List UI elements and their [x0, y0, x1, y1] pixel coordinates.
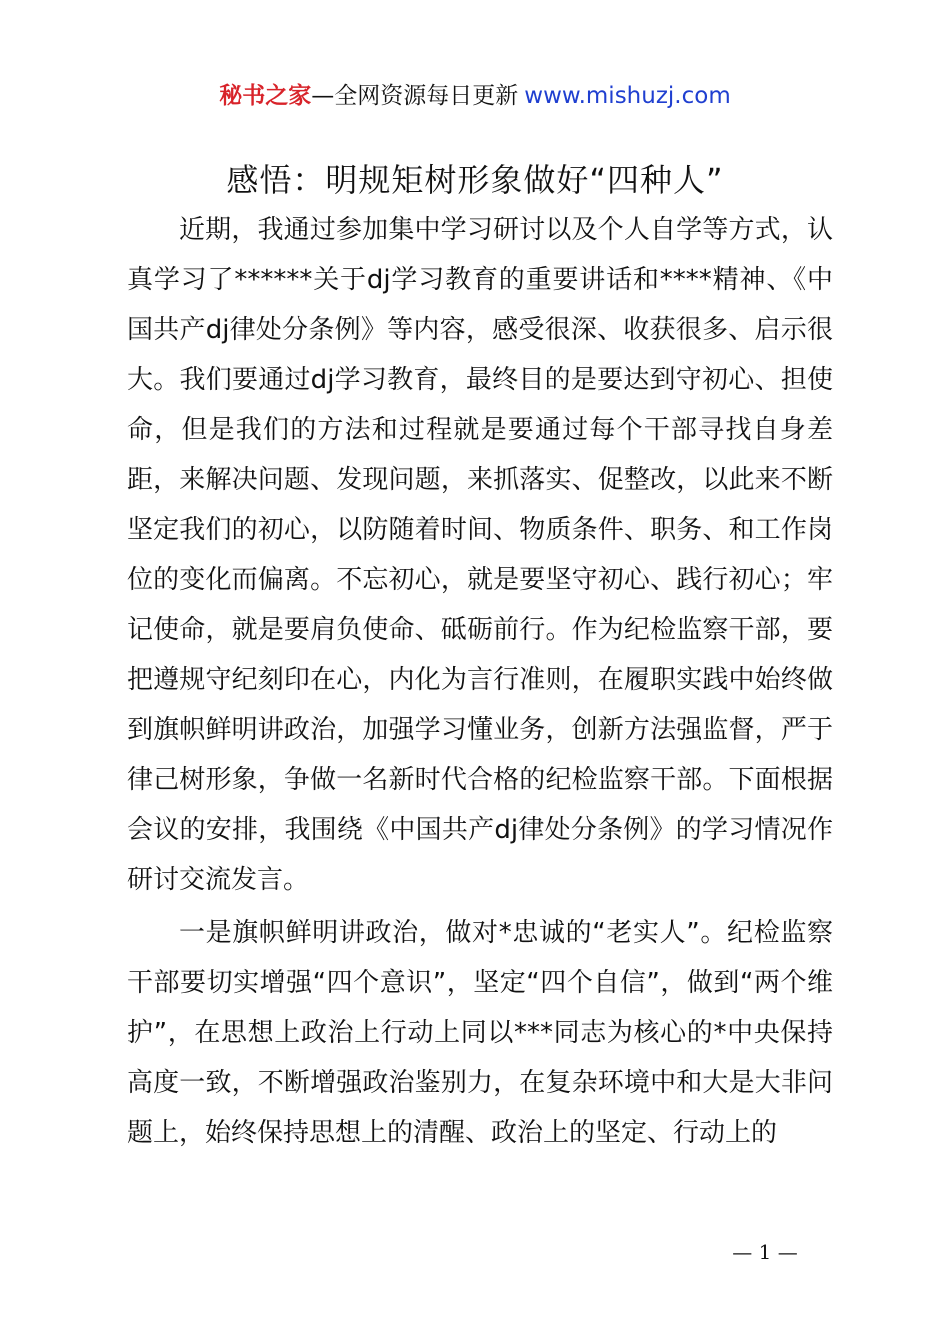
page-number: — 1 —	[732, 1240, 798, 1264]
body-paragraph: 近期，我通过参加集中学习研讨以及个人自学等方式，认真学习了******关于dj学习教育的重要讲话和****精神、《中国共产dj律处分条例》等内容，感受很深、收获很多、启示很大。我们要通过dj学习教育，最终目的是要达到守初心、担使命，但是我们的方法和过程就是要通过每个干部寻找自身差距，来解决问题、发现问题，来抓落实、促整改，以此来不断坚定我们的初心，以防随着时间、物质条件、职务、和工作岗位的变化而偏离。不忘初心，就是要坚守初心、践行初心；牢记使命，就是要肩负使命、砥砺前行。作为纪检监察干部，要把遵规守纪刻印在心，内化为言行准则，在履职实践中始终做到旗帜鲜明讲政治，加强学习懂业务，创新方法强监督，严于律己树形象，争做一名新时代合格的纪检监察干部。下面根据会议的安排，我围绕《中国共产dj律处分条例》的学习情况作研讨交流发言。	[127, 215, 833, 895]
page-header	[0, 80, 950, 112]
document-title: 感悟：明规矩树形象做好“四种人”	[226, 161, 724, 199]
document-body	[127, 205, 833, 1158]
body-paragraph: 一是旗帜鲜明讲政治，做对*忠诚的“老实人”。纪检监察干部要切实增强“四个意识”，坚定“四个自信”，做到“两个维护”，在思想上政治上行动上同以***同志为核心的*中央保持高度一致，不断增强政治鉴别力，在复杂环境中和大是大非问题上，始终保持思想上的清醒、政治上的坚定、行动上的	[127, 918, 833, 1148]
website-link[interactable]: www.mishuzj.com	[524, 83, 731, 109]
brand-name: 秘书之家	[219, 83, 312, 109]
header-tagline: —全网资源每日更新	[311, 83, 519, 109]
